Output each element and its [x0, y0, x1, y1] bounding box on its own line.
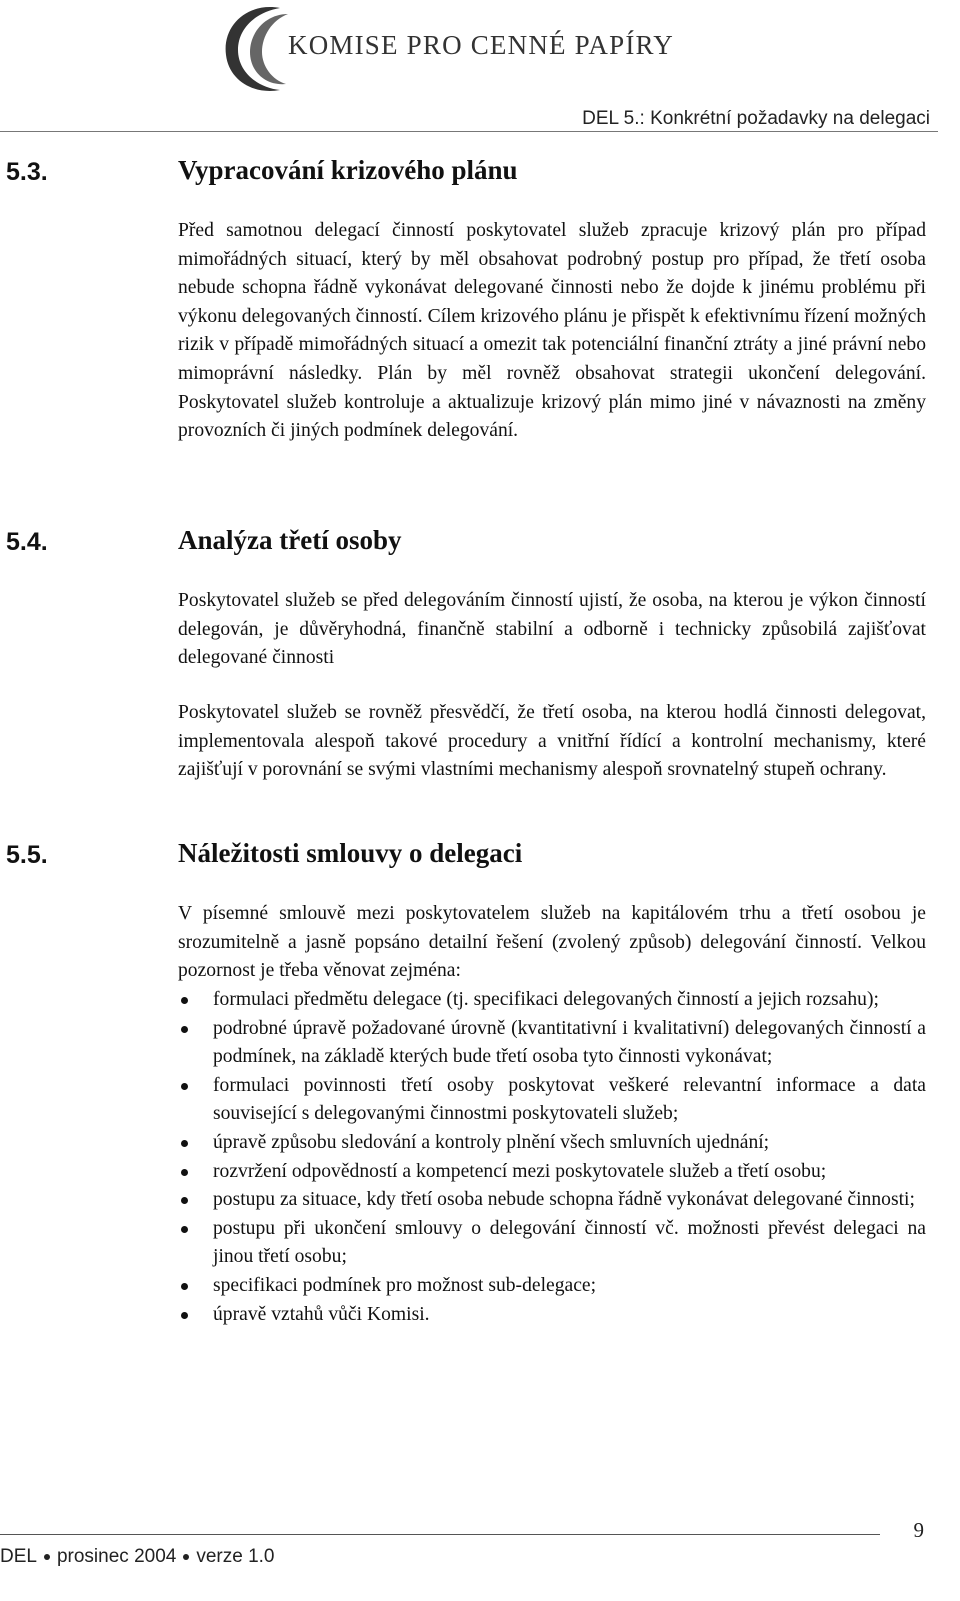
paragraph: Před samotnou delegací činností poskytovatel služeb zpracuje krizový plán pro případ mimořádných situací, který by měl obsahovat podrobný postup pro případ, že třetí osoba nebude schopna řádně vykonávat delegované činnosti nebo že dojde k jinému problému při výkonu delegovaných činností. Cílem krizového plánu je přispět k efektivnímu řízení možných rizik v případě mimořádných situací a omezit tak potenciální finanční ztráty a jiné právní nebo mimoprávní následky. Plán by měl rovněž obsahovat strategii ukončení delegování. Poskytovatel služeb kontroluje a aktualizuje krizový plán mimo jiné v návaznosti na změny provozních či jiných podmínek delegování. [178, 220, 926, 442]
footer [0, 1546, 275, 1568]
bullet-icon [181, 1026, 188, 1033]
section-number: 5.3. [6, 158, 48, 186]
section-number: 5.5. [6, 841, 48, 869]
list-item-text: formulaci předmětu delegace (tj. specifikaci delegovaných činností a jejich rozsahu); [213, 989, 879, 1010]
paragraph: Poskytovatel služeb se rovněž přesvědčí, že třetí osoba, na kterou hodlá činnosti delegovat, implementovala alespoň takové procedury a vnitřní řídící a kontrolní mechanismy, které zajišťují v porovnání se svými vlastními mechanismy alespoň srovnatelný stupeň ochrany. [178, 702, 926, 781]
footer-doc: DEL [0, 1546, 37, 1567]
list-item-text: úpravě způsobu sledování a kontroly plnění všech smluvních ujednání; [213, 1131, 770, 1153]
list-item [178, 1015, 926, 1072]
list-item [178, 1072, 926, 1129]
list-item-text: rozvržení odpovědností a kompetencí mezi poskytovatele služeb a třetí osobu; [213, 1160, 827, 1182]
footer-rule [0, 1534, 880, 1535]
bullet-icon [181, 997, 188, 1004]
list-item-text: specifikaci podmínek pro možnost sub-delegace; [213, 1274, 597, 1296]
list-item-text: úpravě vztahů vůči Komisi. [213, 1303, 430, 1325]
running-head: DEL 5.: Konkrétní požadavky na delegaci [582, 108, 930, 129]
section-title: Náležitosti smlouvy o delegaci [178, 838, 523, 868]
bullet-icon [181, 1226, 188, 1233]
header-rule [0, 131, 938, 132]
footer-version: verze 1.0 [196, 1546, 275, 1567]
bullet-icon [181, 1197, 188, 1204]
list-item-text: podrobné úpravě požadované úrovně (kvantitativní i kvalitativní) delegovaných činností a podmínek, na základě kterých bude třetí osoba tyto činnosti vykonávat; [213, 1017, 926, 1068]
bullet-list [178, 986, 926, 1329]
list-item [178, 1272, 926, 1301]
brand-name: KOMISE PRO CENNÉ PAPÍRY [288, 30, 674, 60]
section-number: 5.4. [6, 528, 48, 556]
section-title: Vypracování krizového plánu [178, 155, 518, 185]
separator-dot-icon [44, 1554, 50, 1560]
bullet-icon [181, 1083, 188, 1090]
footer-date: prosinec 2004 [56, 1546, 177, 1567]
bullet-icon [181, 1283, 188, 1290]
bullet-icon [181, 1140, 188, 1147]
paragraph: V písemné smlouvě mezi poskytovatelem služeb na kapitálovém trhu a třetí osobou je srozumitelně a jasně popsáno detailní řešení (zvolený způsob) delegování činností. Velkou pozornost je třeba věnovat zejména: [178, 903, 926, 982]
list-item [178, 986, 926, 1015]
list-item [178, 1158, 926, 1187]
list-item-text: postupu za situace, kdy třetí osoba nebude schopna řádně vykonávat delegované činnosti; [213, 1189, 915, 1211]
komise-logo-icon [218, 0, 298, 100]
bullet-icon [181, 1169, 188, 1176]
section-title: Analýza třetí osoby [178, 525, 402, 555]
list-item [178, 1301, 926, 1330]
list-item [178, 1129, 926, 1158]
list-item-text: postupu při ukončení smlouvy o delegování činností vč. možnosti převést delegaci na jinou třetí osobu; [213, 1217, 926, 1268]
page-number: 9 [913, 1518, 924, 1542]
bullet-icon [181, 1312, 188, 1319]
separator-dot-icon [183, 1554, 189, 1560]
paragraph: Poskytovatel služeb se před delegováním činností ujistí, že osoba, na kterou je výkon činností delegován, je důvěryhodná, finančně stabilní a odborně i technicky způsobilá zajišťovat delegované činnosti [178, 590, 926, 669]
list-item [178, 1215, 926, 1272]
list-item [178, 1186, 926, 1215]
list-item-text: formulaci povinnosti třetí osoby poskytovat veškeré relevantní informace a data související s delegovanými činnostmi poskytovateli služeb; [213, 1074, 926, 1125]
